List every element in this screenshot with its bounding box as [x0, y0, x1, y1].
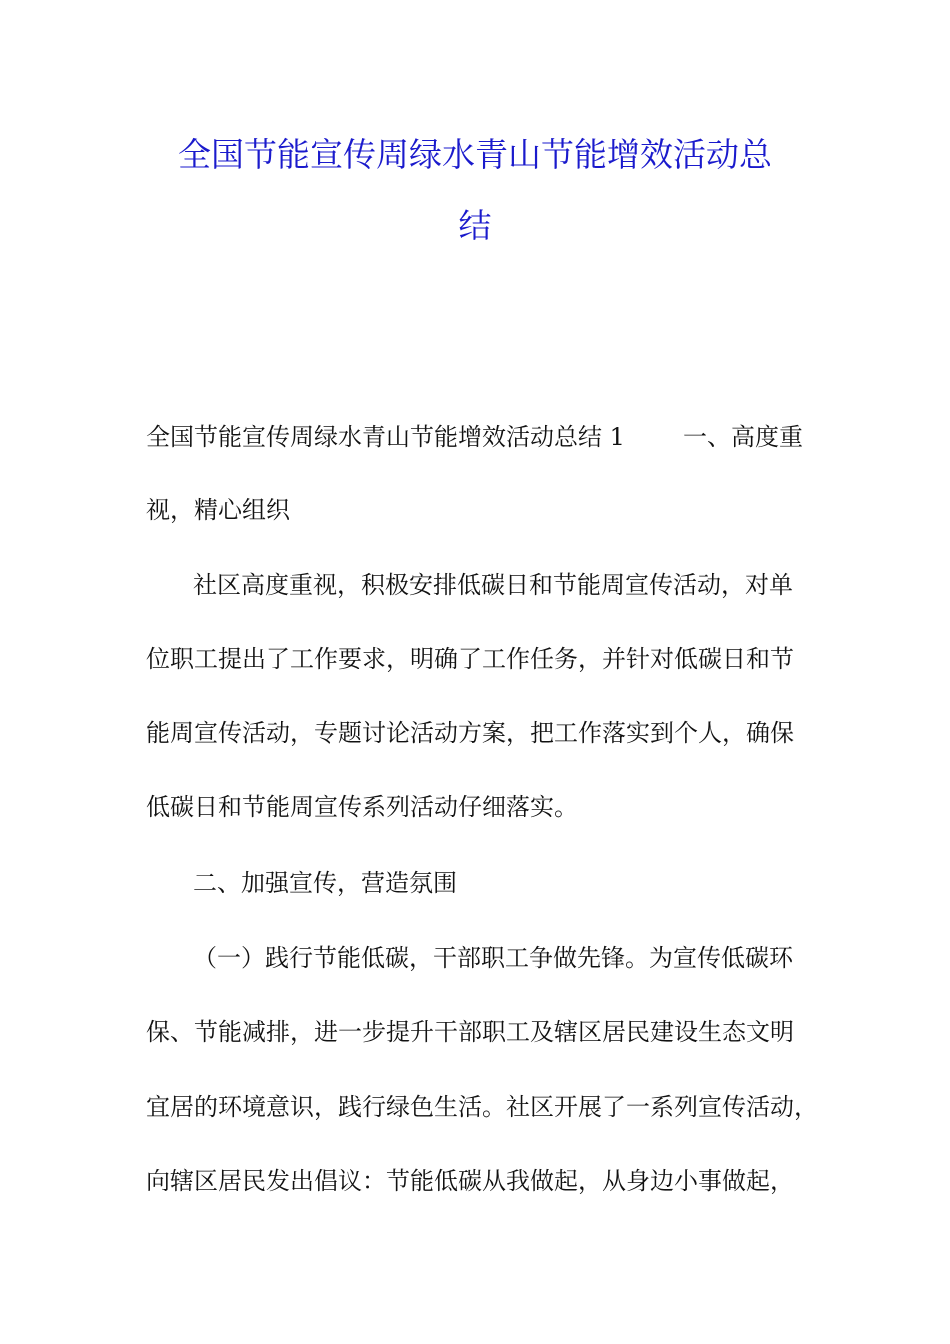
intro-heading: 全国节能宣传周绿水青山节能增效活动总结 1: [146, 423, 625, 451]
paragraph-1-line-1: 社区高度重视，积极安排低碳日和节能周宣传活动，对单: [193, 571, 793, 599]
section-1-title-part-1: 一、高度重: [683, 423, 803, 451]
document-title-line-2: 结: [458, 206, 492, 245]
paragraph-2-line-3: 宜居的环境意识，践行绿色生活。社区开展了一系列宣传活动，: [146, 1093, 818, 1121]
paragraph-1-line-2: 位职工提出了工作要求，明确了工作任务，并针对低碳日和节: [146, 645, 794, 673]
paragraph-1-line-4: 低碳日和节能周宣传系列活动仔细落实。: [146, 793, 578, 821]
paragraph-2-line-1: （一）践行节能低碳，干部职工争做先锋。为宣传低碳环: [193, 944, 793, 972]
paragraph-1-line-3: 能周宣传活动，专题讨论活动方案，把工作落实到个人，确保: [146, 719, 794, 747]
section-2-title: 二、加强宣传，营造氛围: [193, 869, 457, 897]
section-1-title-part-2: 视，精心组织: [146, 496, 290, 524]
paragraph-2-line-4: 向辖区居民发出倡议：节能低碳从我做起，从身边小事做起，: [146, 1167, 794, 1195]
document-title-line-1: 全国节能宣传周绿水青山节能增效活动总: [178, 135, 772, 174]
paragraph-2-line-2: 保、节能减排，进一步提升干部职工及辖区居民建设生态文明: [146, 1018, 794, 1046]
